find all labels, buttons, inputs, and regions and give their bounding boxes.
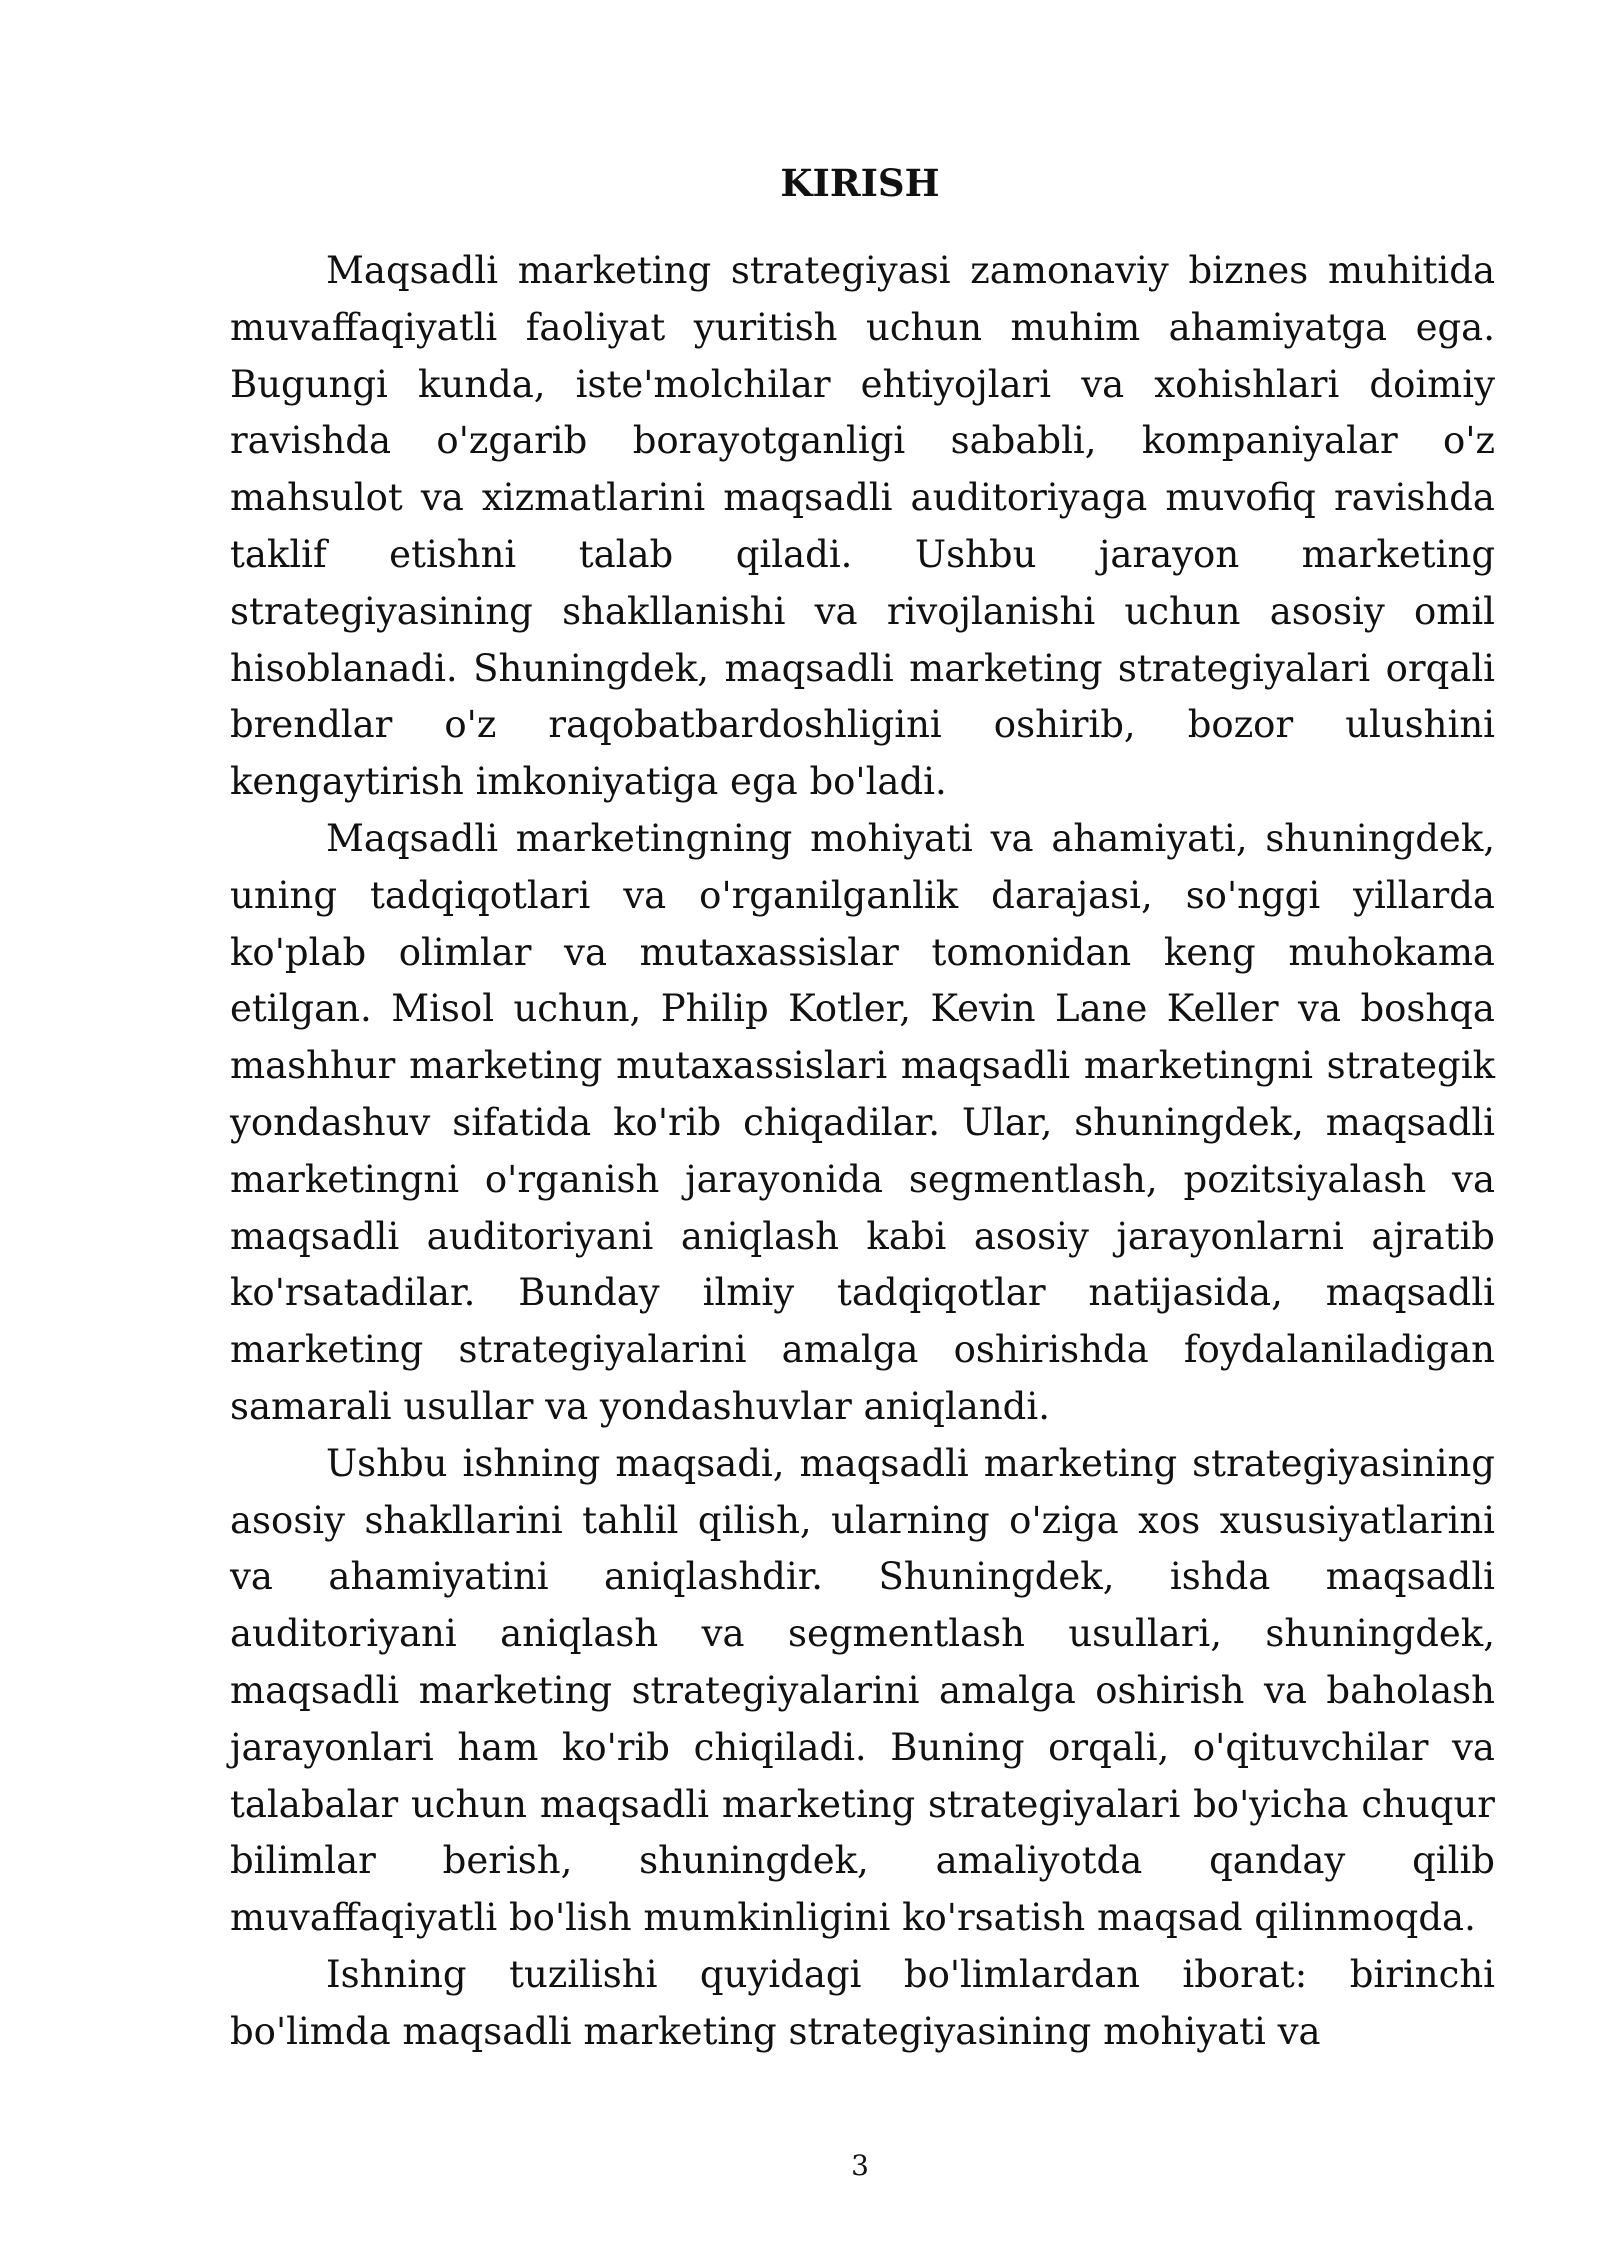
- paragraph-1: Maqsadli marketing strategiyasi zamonaviy biznes muhitida muvaffaqiyatli faoliyat yuritish uchun muhim ahamiyatga ega. Bugungi kunda, iste'molchilar ehtiyojlari va xohishlari doimiy ravishda o'zgarib borayotganligi sababli, kompaniyalar o'z mahsulot va xizmatlarini maqsadli auditoriyaga muvofiq ravishda taklif etishni talab qiladi. Ushbu jarayon marketing strategiyasining shakllanishi va rivojlanishi uchun asosiy omil hisoblanadi. Shuningdek, maqsadli marketing strategiyalari orqali brendlar o'z raqobatbardoshligini oshirib, bozor ulushini kengaytirish imkoniyatiga ega bo'ladi.: [230, 249, 1495, 804]
- page-number: 3: [851, 2149, 869, 2182]
- paragraph-4: Ishning tuzilishi quyidagi bo'limlardan iborat: birinchi bo'limda maqsadli marketing strategiyasining mohiyati va: [230, 1952, 1495, 2053]
- section-heading: KIRISH: [780, 161, 940, 205]
- paragraph-3: Ushbu ishning maqsadi, maqsadli marketing strategiyasining asosiy shakllarini tahlil qilish, ularning o'ziga xos xususiyatlarini va ahamiyatini aniqlashdir. Shuningdek, ishda maqsadli auditoriyani aniqlash va segmentlash usullari, shuningdek, maqsadli marketing strategiyalarini amalga oshirish va baholash jarayonlari ham ko'rib chiqiladi. Buning orqali, o'qituvchilar va talabalar uchun maqsadli marketing strategiyalari bo'yicha chuqur bilimlar berish, shuningdek, amaliyotda qanday qilib muvaffaqiyatli bo'lish mumkinligini ko'rsatish maqsad qilinmoqda.: [230, 1441, 1495, 1940]
- paragraph-2: Maqsadli marketingning mohiyati va ahamiyati, shuningdek, uning tadqiqotlari va o'rganilganlik darajasi, so'nggi yillarda ko'plab olimlar va mutaxassislar tomonidan keng muhokama etilgan. Misol uchun, Philip Kotler, Kevin Lane Keller va boshqa mashhur marketing mutaxassislari maqsadli marketingni strategik yondashuv sifatida ko'rib chiqadilar. Ular, shuningdek, maqsadli marketingni o'rganish jarayonida segmentlash, pozitsiyalash va maqsadli auditoriyani aniqlash kabi asosiy jarayonlarni ajratib ko'rsatadilar. Bunday ilmiy tadqiqotlar natijasida, maqsadli marketing strategiyalarini amalga oshirishda foydalaniladigan samarali usullar va yondashuvlar aniqlandi.: [230, 816, 1495, 1428]
- body-text: [230, 243, 1495, 2061]
